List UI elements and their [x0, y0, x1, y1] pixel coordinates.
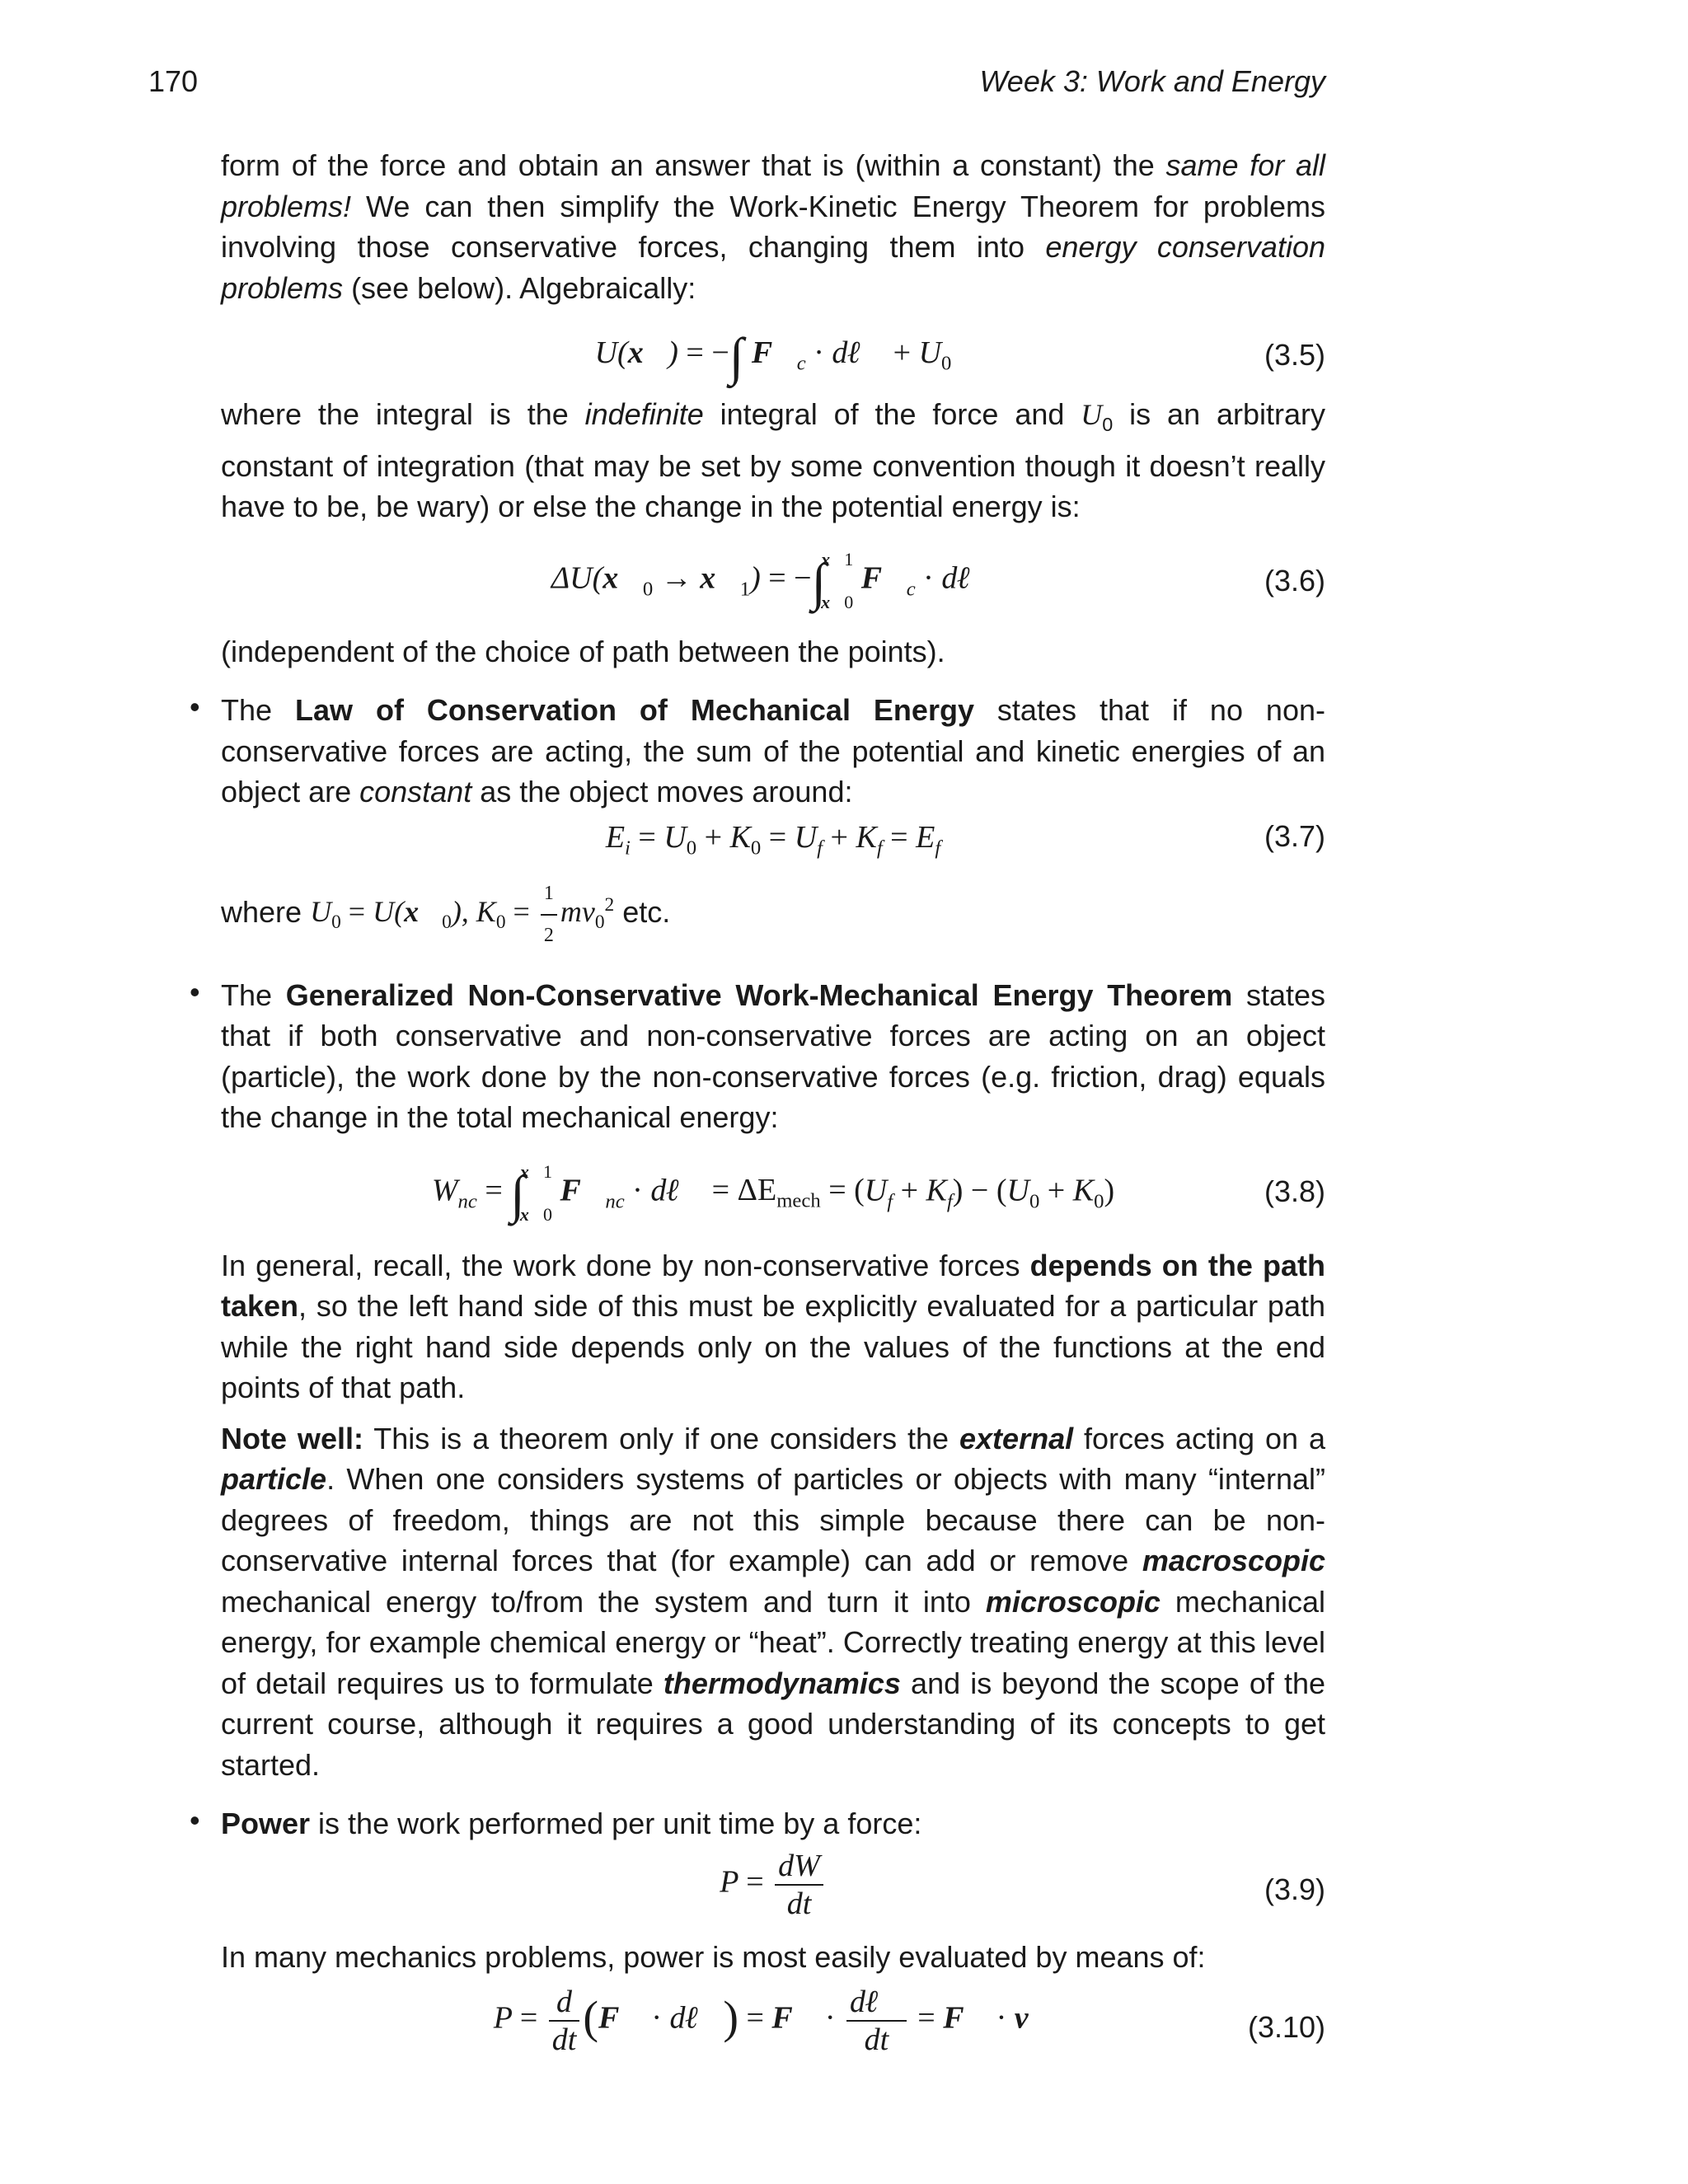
- equation-3-9: P = $\frac{dW}{dt}$ (3.9): [720, 1848, 1325, 1921]
- page-body: [190, 145, 1326, 2076]
- equation-3-8: $W_{nc}$ = ∫x⃗1 x⃗0 $F⃗_{nc}$ · dℓ⃗ = $\Delta E_{mech} = (U_f + K_f) - (U_0 + K_0)$ (3.8): [431, 1160, 1325, 1225]
- running-title: Week 3: Work and Energy: [979, 64, 1325, 98]
- bullet-conservation-law: • The Law of Conservation of Mechanical Energy states that if no non-conservative forces are acting, the sum of the potential and kinetic energies of an object are constant as the object moves around: $E_i = U_0 + K_0 = U_f + K_f = E_f$ (3.7) where $U_0$ = $U(x⃗_0)$, $K_0$ = $\frac{1}{2}$ $mv_0^2$ etc.: [221, 690, 1325, 957]
- page-number: 170: [148, 64, 199, 98]
- paragraph-integral: where the integral is the indefinite integral of the force and $U_0$ is an arbitrary constant of integration (that may be set by some convention though it doesn’t really have to be, be wary) or else the change in the potential energy is:: [221, 397, 1325, 524]
- equation-3-10: P = $\frac{d}{dt}$ (F⃗ · dℓ⃗) = F⃗ · $\frac{\text{dℓ⃗}}{dt}$ = F⃗ · v⃗ (3.10): [493, 1985, 1325, 2058]
- bullet-dot: •: [190, 690, 200, 724]
- equation-3-7: $E_i = U_0 + K_0 = U_f + K_f = E_f$ (3.7): [605, 818, 1325, 860]
- bullet-power: • Power is the work performed per unit time by a force: P = $\frac{dW}{dt}$ (3.9) In many mechanics problems, power is most easily evaluated by means of: P = $\frac{d}{dt}$ (F⃗ · dℓ⃗) = F⃗ · $\frac{\text{dℓ⃗}}{dt}$ = F⃗ · v⃗ (3.10): [221, 1803, 1325, 2076]
- paragraph-power-means: In many mechanics problems, power is most easily evaluated by means of:: [221, 1939, 1206, 1974]
- paragraph-independent: (independent of the choice of path between the points).: [221, 634, 945, 668]
- bullet-nonconservative-theorem: • The Generalized Non-Conservative Work-Mechanical Energy Theorem states that if both conservative and non-conservative forces are acting on an object (particle), the work done by the non-conservative forces (e.g. friction, drag) equals the change in the total mechanical energy: $W_{nc}$ = ∫x⃗1 x⃗0 $F⃗_{nc}$ · dℓ⃗ = $\Delta E_{mech} = (U_f + K_f) - (U_0 + K_0)$ (3.8) In general, recall, the work done by non-conservative forces depends on the path taken, so the left hand side of this must be explicitly evaluated for a particular path while the right hand side depends only on the values of the functions at the end points of that path. Note well: This is a theorem only if one considers the external forces acting on a particle. When one considers systems of particles or objects with many “internal” degrees of freedom, things are not this simple because there can be non-conservative internal forces that (for example) can add or remove macroscopic mechanical energy to/from the system and turn it into microscopic mechanical energy, for example chemical energy or “heat”. Correctly treating energy at this level of detail requires us to formulate thermodynamics and is beyond the scope of the current course, although it requires a good understanding of its concepts to get started.: [221, 975, 1325, 1786]
- bullet-dot: •: [190, 1803, 200, 1838]
- paragraph-path-dependence: In general, recall, the work done by non-conservative forces depends on the path taken, so the left hand side of this must be explicitly evaluated for a particular path while the right hand side depends only on the values of the functions at the end points of that path.: [221, 1248, 1325, 1405]
- equation-number: (3.10): [1247, 2010, 1325, 2045]
- equation-number: (3.5): [1264, 338, 1325, 372]
- equation-3-5: U(x⃗) = −∫ $F⃗_c$ · dℓ⃗ + $U_0$ (3.5): [594, 327, 1325, 386]
- equation-3-6: $\Delta U(x⃗_0$ → $x⃗_1$) = −∫x⃗1 x⃗0 $F⃗_c$ · dℓ⃗ (3.6): [551, 548, 1325, 612]
- where-clause: where $U_0$ = $U(x⃗_0)$, $K_0$ = $\frac{1}{2}$ $mv_0^2$ etc.: [221, 874, 1325, 957]
- equation-number: (3.8): [1264, 1174, 1325, 1208]
- equation-number: (3.7): [1264, 818, 1325, 853]
- paragraph-intro: form of the force and obtain an answer that is (within a constant) the same for all problems! We can then simplify the Work-Kinetic Energy Theorem for problems involving those conservative forces, changing them into energy conservation problems (see below). Algebraically:: [221, 148, 1325, 305]
- equation-number: (3.6): [1264, 563, 1325, 598]
- equation-number: (3.9): [1264, 1872, 1325, 1906]
- bullet-dot: •: [190, 974, 200, 1009]
- note-well: Note well: This is a theorem only if one considers the external forces acting on a particle. When one considers systems of particles or objects with many “internal” degrees of freedom, things are not this simple because there can be non-conservative internal forces that (for example) can add or remove macroscopic mechanical energy to/from the system and turn it into microscopic mechanical energy, for example chemical energy or “heat”. Correctly treating energy at this level of detail requires us to formulate thermodynamics and is beyond the scope of the current course, although it requires a good understanding of its concepts to get started.: [221, 1421, 1326, 1782]
